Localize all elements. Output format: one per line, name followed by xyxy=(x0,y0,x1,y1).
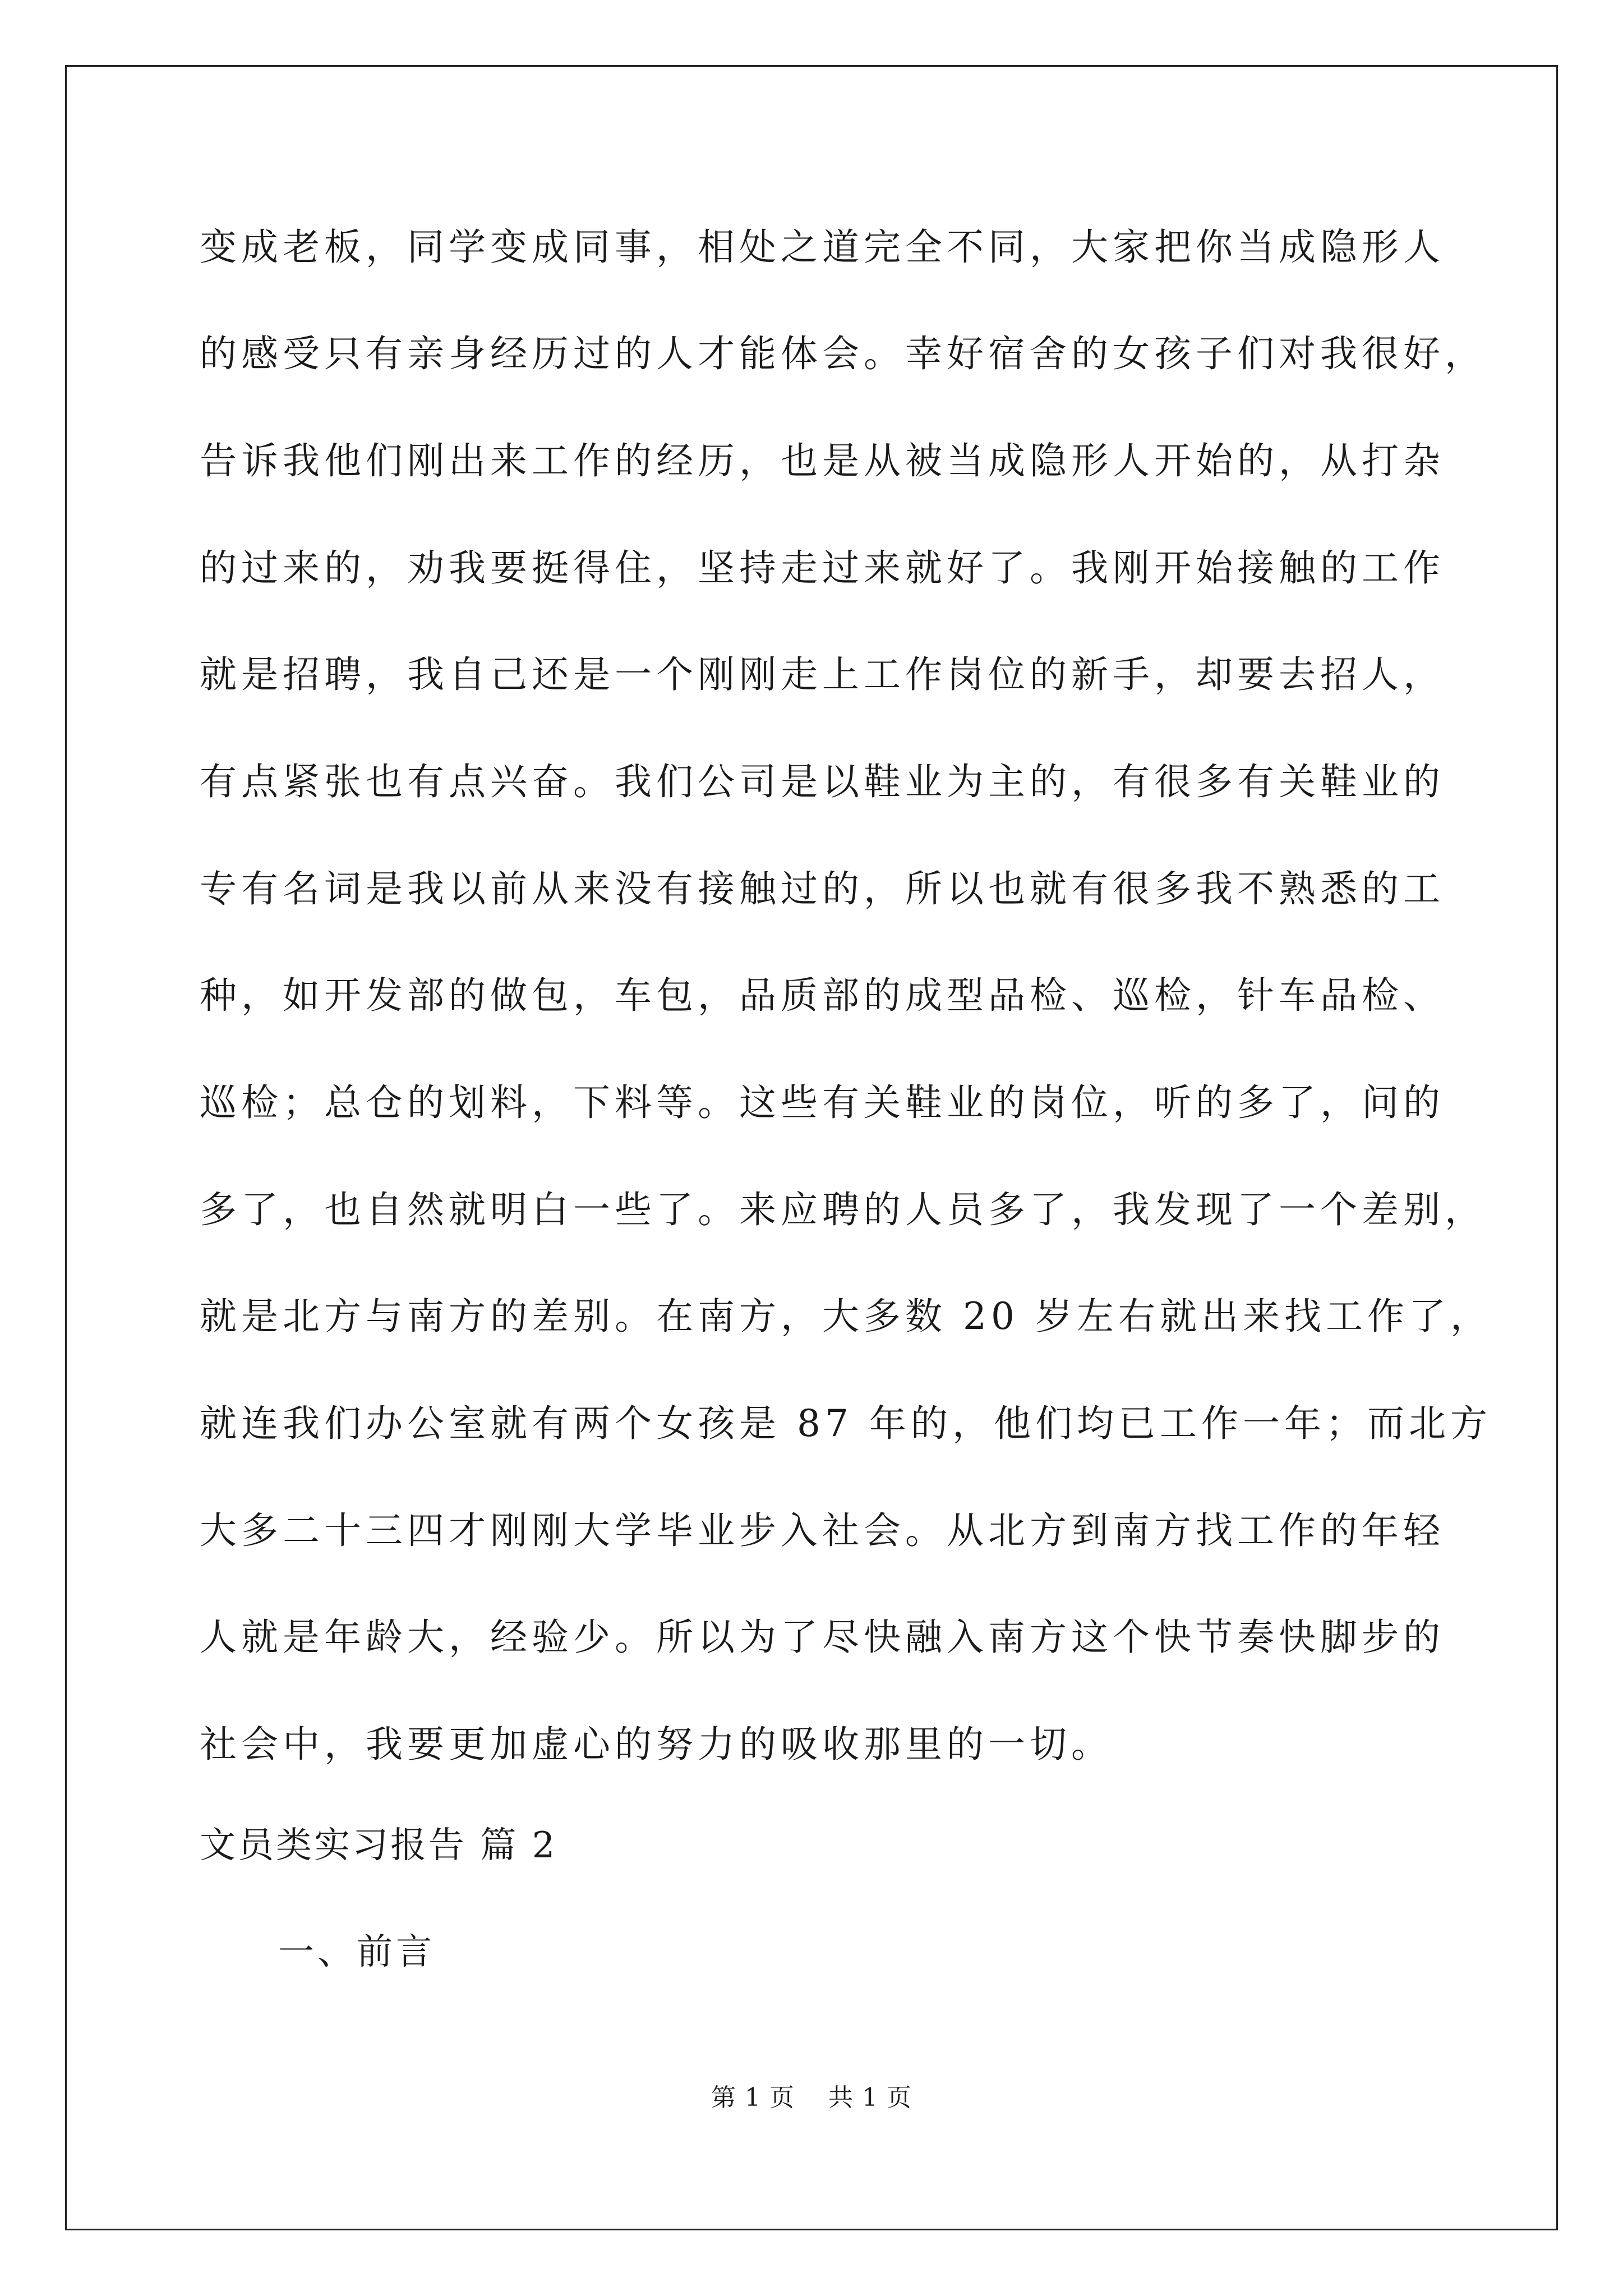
body-line: 巡检；总仓的划料，下料等。这些有关鞋业的岗位，听的多了，问的 xyxy=(200,1081,1445,1124)
body-line: 专有名词是我以前从来没有接触过的，所以也就有很多我不熟悉的工 xyxy=(200,867,1445,910)
body-line: 大多二十三四才刚刚大学毕业步入社会。从北方到南方找工作的年轻 xyxy=(200,1509,1445,1552)
body-line: 社会中，我要更加虚心的努力的吸收那里的一切。 xyxy=(200,1723,1113,1766)
page-border xyxy=(65,65,1558,2230)
body-line: 就是北方与南方的差别。在南方，大多数 20 岁左右就出来找工作了， xyxy=(200,1295,1492,1338)
subsection-title: 一、前言 xyxy=(278,1931,435,1973)
body-line: 的感受只有亲身经历过的人才能体会。幸好宿舍的女孩子们对我很好， xyxy=(200,332,1486,375)
body-line: 就连我们办公室就有两个女孩是 87 年的，他们均已工作一年；而北方 xyxy=(200,1402,1492,1445)
body-line: 就是招聘，我自己还是一个刚刚走上工作岗位的新手，却要去招人， xyxy=(200,653,1445,696)
body-line: 种，如开发部的做包，车包，品质部的成型品检、巡检，针车品检、 xyxy=(200,974,1445,1017)
section-title: 文员类实习报告 篇 2 xyxy=(200,1825,557,1866)
body-line: 多了，也自然就明白一些了。来应聘的人员多了，我发现了一个差别， xyxy=(200,1188,1486,1231)
body-line: 告诉我他们刚出来工作的经历，也是从被当成隐形人开始的，从打杂 xyxy=(200,439,1445,482)
body-line: 变成老板，同学变成同事，相处之道完全不同，大家把你当成隐形人 xyxy=(200,226,1445,269)
page-footer: 第 1 页 共 1 页 xyxy=(711,2083,912,2112)
body-line: 的过来的，劝我要挺得住，坚持走过来就好了。我刚开始接触的工作 xyxy=(200,546,1445,590)
body-line: 有点紧张也有点兴奋。我们公司是以鞋业为主的，有很多有关鞋业的 xyxy=(200,760,1445,803)
body-line: 人就是年龄大，经验少。所以为了尽快融入南方这个快节奏快脚步的 xyxy=(200,1616,1445,1659)
